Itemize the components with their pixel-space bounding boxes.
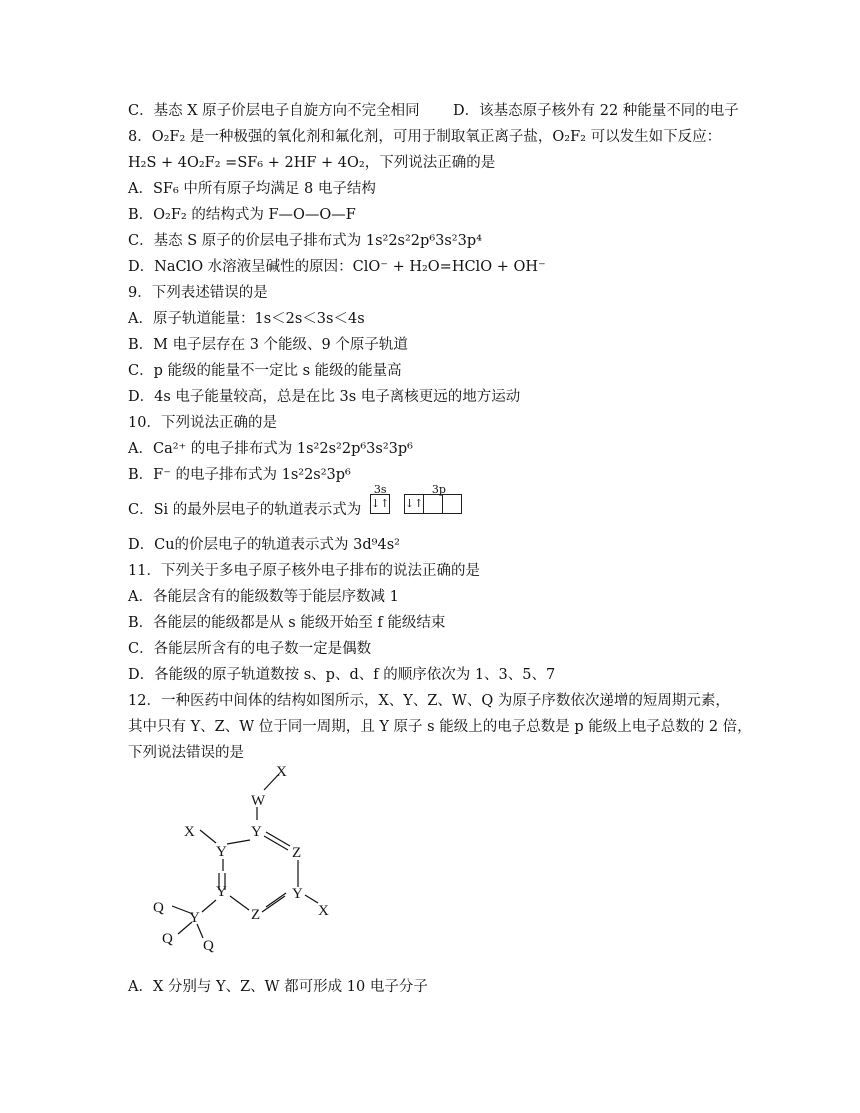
q9-option-a: A．原子轨道能量：1s＜2s＜3s＜4s — [128, 311, 365, 327]
q12-option-a: A．X 分别与 Y、Z、W 都可形成 10 电子分子 — [128, 979, 428, 995]
atom-y-left-bottom: Y — [216, 884, 227, 900]
q8-option-c: C．基态 S 原子的价层电子排布式为 1s²2s²2p⁶3s²3p⁴ — [128, 233, 482, 249]
q12-stem-line2: 其中只有 Y、Z、W 位于同一周期，且 Y 原子 s 能级上的电子总数是 p 能级上电子总数的 2 倍， — [128, 719, 752, 735]
atom-y-quaternary: Y — [189, 910, 200, 926]
atom-x-right: X — [318, 903, 329, 919]
q7-option-c: C．基态 X 原子价层电子自旋方向不完全相同 — [128, 103, 420, 119]
atom-x-top: X — [276, 764, 287, 780]
molecular-structure — [140, 760, 360, 960]
atom-y-top: Y — [251, 824, 262, 840]
orbital-box-3s: ↓↑ — [370, 494, 390, 514]
q12-stem-line3: 下列说法错误的是 — [128, 745, 244, 761]
orbital-label-3p: 3p — [431, 483, 446, 496]
atom-w: W — [251, 793, 266, 809]
q10-option-c-text: C．Si 的最外层电子的轨道表示式为 — [128, 502, 362, 518]
orbital-diagram — [370, 483, 462, 514]
atom-y-left-top: Y — [216, 844, 227, 860]
q9-option-b: B．M 电子层存在 3 个能级、9 个原子轨道 — [128, 337, 408, 353]
q8-option-a: A．SF₆ 中所有原子均满足 8 电子结构 — [128, 181, 376, 197]
q8-equation: H₂S + 4O₂F₂ =SF₆ + 2HF + 4O₂，下列说法正确的是 — [128, 155, 496, 171]
atom-x-left: X — [184, 824, 195, 840]
atom-q-1: Q — [153, 900, 164, 916]
atom-z-right: Z — [292, 845, 302, 861]
q8-option-d: D．NaClO 水溶液呈碱性的原因：ClO⁻ + H₂O=HClO + OH⁻ — [128, 259, 546, 275]
orbital-box-3p-1: ↓↑ — [404, 494, 424, 514]
q9-stem: 9．下列表述错误的是 — [128, 285, 268, 301]
q10-option-a: A．Ca²⁺ 的电子排布式为 1s²2s²2p⁶3s²3p⁶ — [128, 441, 413, 457]
q8-option-b: B．O₂F₂ 的结构式为 F—O—O—F — [128, 207, 356, 223]
atom-q-2: Q — [162, 931, 173, 947]
atom-z-bottom: Z — [251, 907, 261, 923]
q10-option-d: D．Cu的价层电子的轨道表示式为 3d⁹4s² — [128, 537, 400, 553]
q9-option-d: D．4s 电子能量较高，总是在比 3s 电子离核更远的地方运动 — [128, 389, 521, 405]
q10-stem: 10．下列说法正确的是 — [128, 415, 277, 431]
atom-y-right: Y — [292, 886, 303, 902]
q11-stem: 11．下列关于多电子原子核外电子排布的说法正确的是 — [128, 563, 480, 579]
q10-option-c — [128, 483, 462, 520]
q11-option-d: D．各能级的原子轨道数按 s、p、d、f 的顺序依次为 1、3、5、7 — [128, 667, 556, 683]
q11-option-b: B．各能层的能级都是从 s 能级开始至 f 能级结束 — [128, 615, 446, 631]
q7-option-d: D．该基态原子核外有 22 种能量不同的电子 — [453, 103, 739, 119]
q9-option-c: C．p 能级的能量不一定比 s 能级的能量高 — [128, 363, 402, 379]
orbital-label-3s: 3s — [373, 483, 387, 496]
q12-stem-line1: 12．一种医药中间体的结构如图所示，X、Y、Z、W、Q 为原子序数依次递增的短周期元素， — [128, 693, 730, 709]
q11-option-a: A．各能层含有的能级数等于能层序数减 1 — [128, 589, 399, 605]
atom-q-3: Q — [203, 938, 214, 954]
q10-option-b: B．F⁻ 的电子排布式为 1s²2s²3p⁶ — [128, 467, 351, 483]
q11-option-c: C．各能层所含有的电子数一定是偶数 — [128, 641, 372, 657]
q8-stem: 8．O₂F₂ 是一种极强的氧化剂和氟化剂，可用于制取氧正离子盐，O₂F₂ 可以发生如下反应： — [128, 129, 722, 145]
